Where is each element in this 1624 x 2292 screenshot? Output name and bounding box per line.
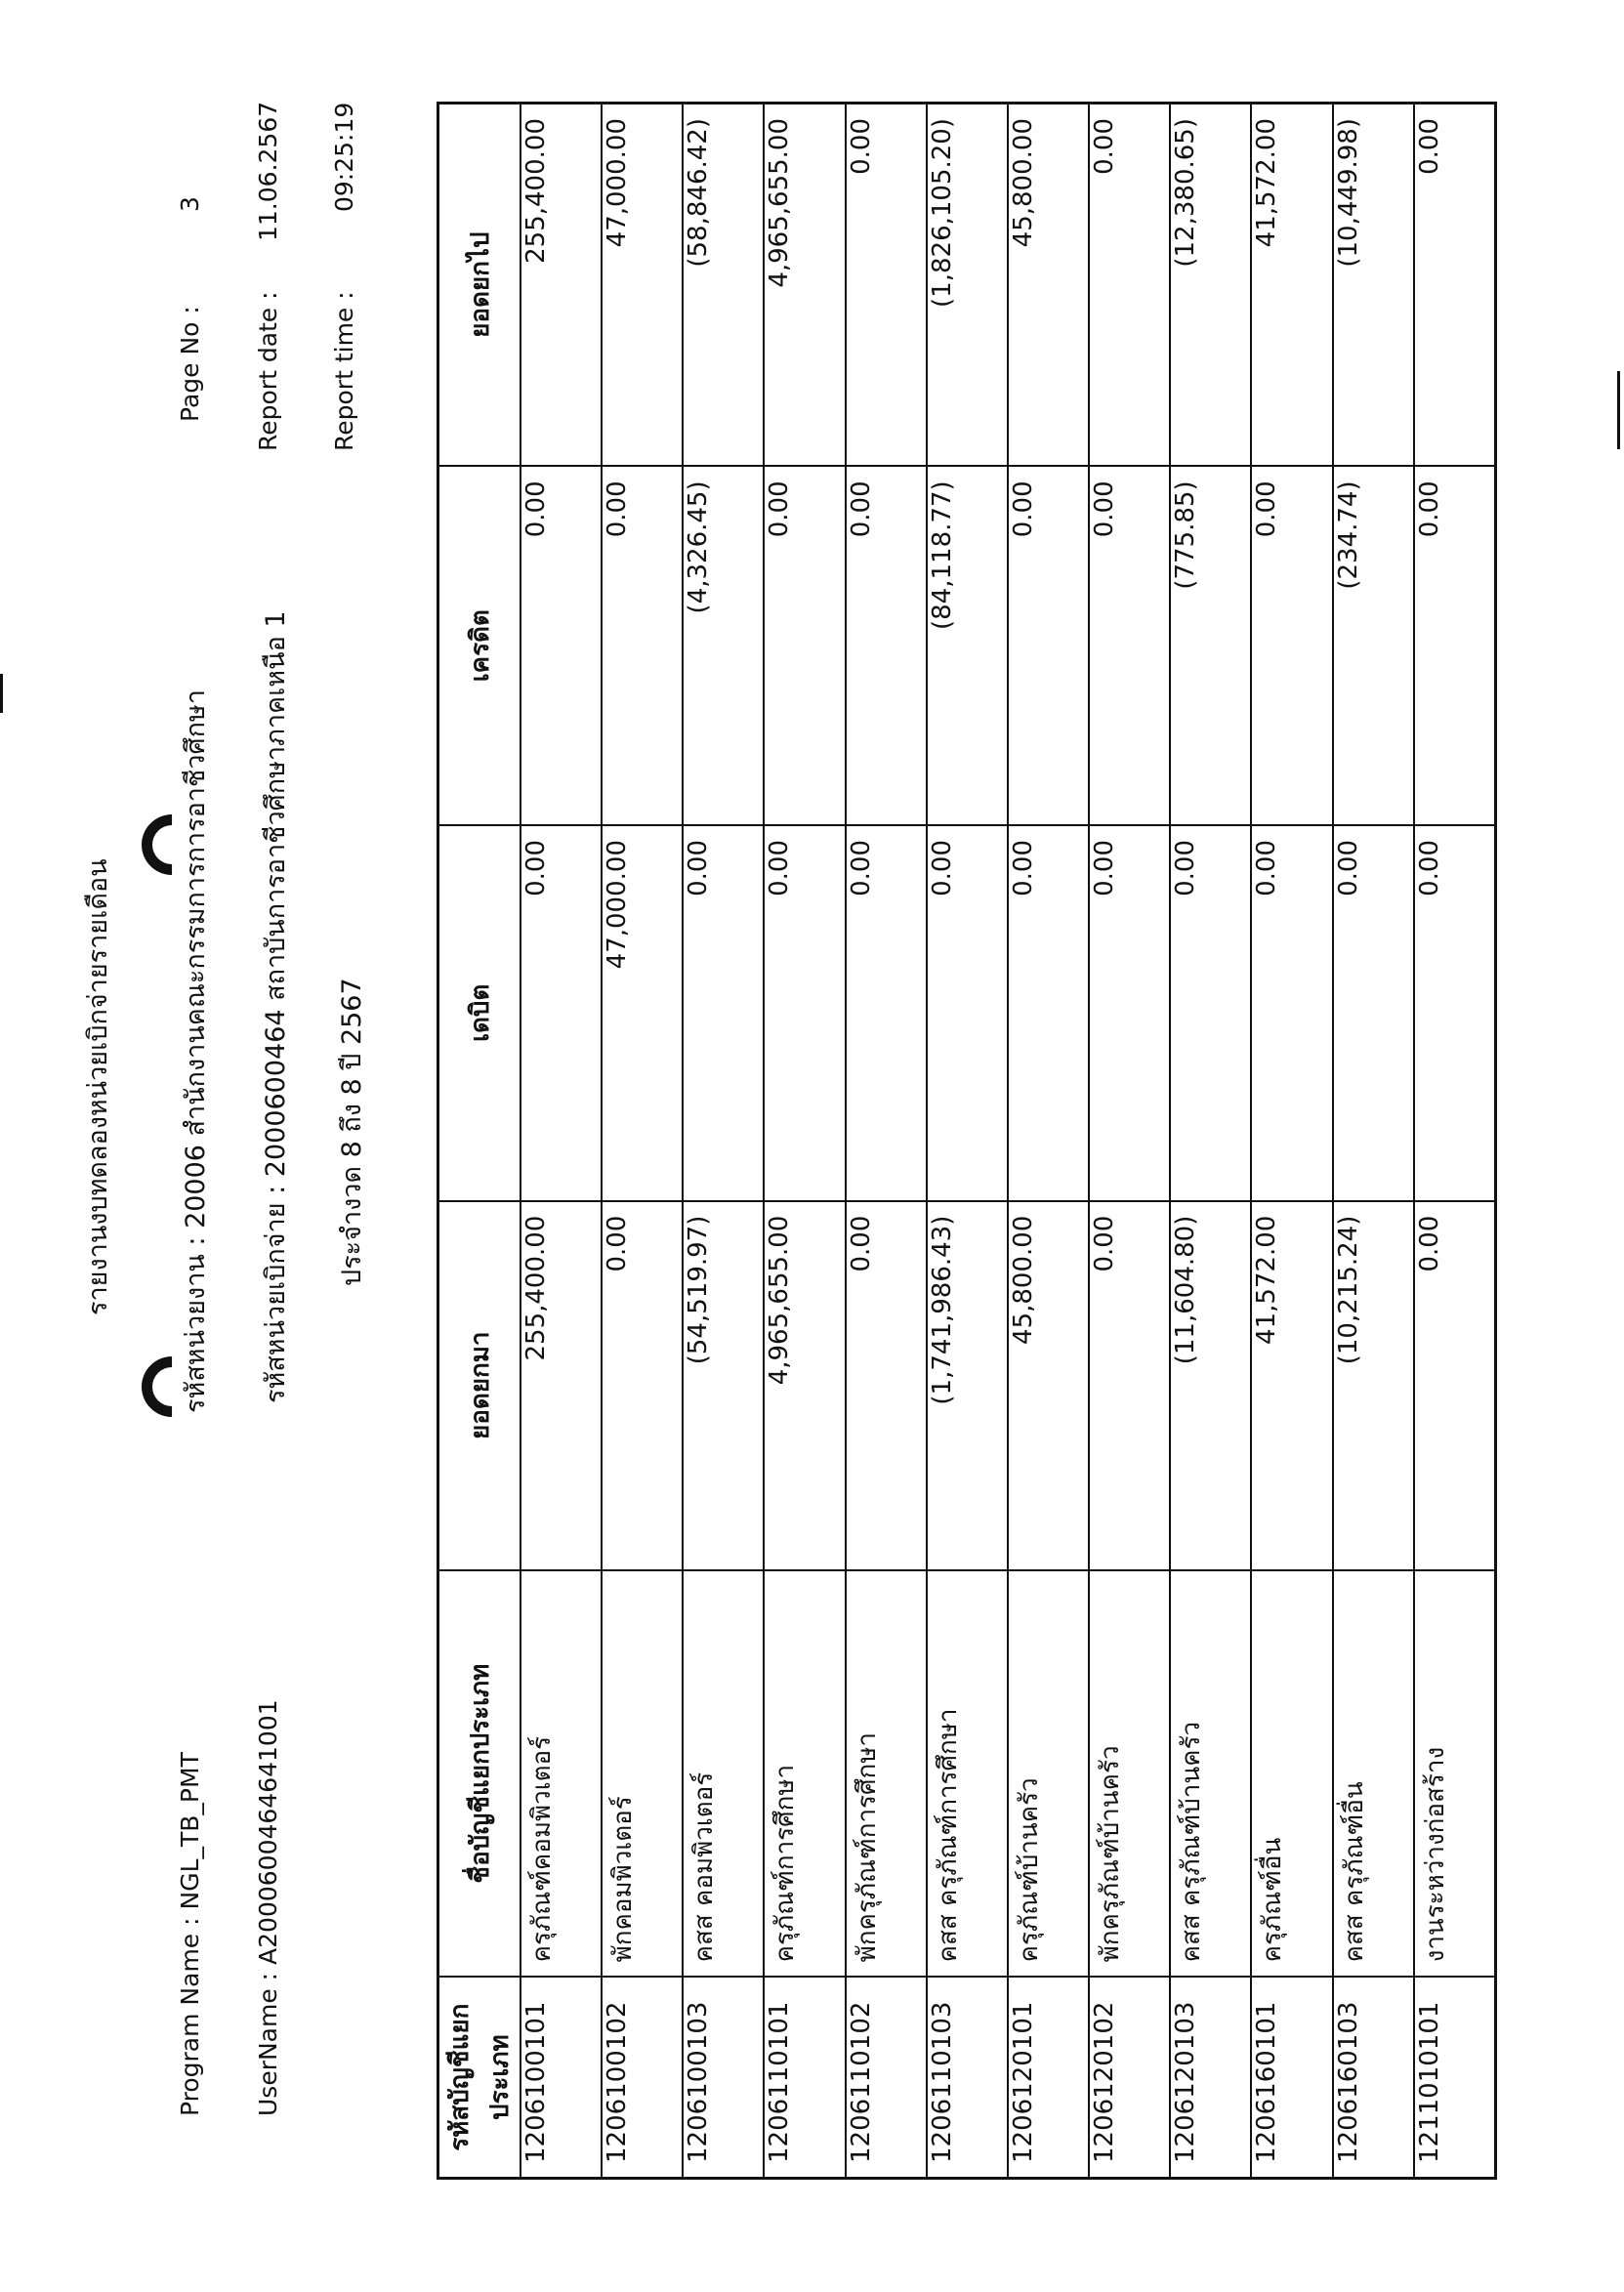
cell-closing-balance: (58,846.42) bbox=[683, 104, 764, 467]
page-no-value: 3 bbox=[176, 196, 204, 212]
cell-account-name: คสส คอมพิวเตอร์ bbox=[683, 1570, 764, 1978]
cell-opening-balance: 0.00 bbox=[602, 1201, 683, 1570]
cell-account-name: พักครุภัณฑ์บ้านครัว bbox=[1089, 1570, 1170, 1978]
cell-opening-balance: 0.00 bbox=[1414, 1201, 1496, 1570]
cell-opening-balance: (11,604.80) bbox=[1170, 1201, 1251, 1570]
cell-credit: 0.00 bbox=[1008, 466, 1089, 825]
cell-credit: (775.85) bbox=[1170, 466, 1251, 825]
report-date-value: 11.06.2567 bbox=[254, 101, 282, 241]
cell-closing-balance: 47,000.00 bbox=[602, 104, 683, 467]
cell-account-code: 1211010101 bbox=[1414, 1977, 1496, 2178]
cell-account-code: 1206110101 bbox=[764, 1977, 845, 2178]
agency-line: รหัสหน่วยงาน : 20006 สำนักงานคณะกรรมการการอาชีวศึกษา bbox=[181, 689, 211, 1413]
header-debit: เดบิต bbox=[438, 825, 521, 1201]
cell-debit: 0.00 bbox=[1414, 825, 1496, 1201]
cell-opening-balance: 45,800.00 bbox=[1008, 1201, 1089, 1570]
cell-debit: 0.00 bbox=[927, 825, 1008, 1201]
trial-balance-table bbox=[437, 102, 1497, 2180]
cell-account-name: คสส ครุภัณฑ์การศึกษา bbox=[927, 1570, 1008, 1978]
username: UserName : A2000600464641001 bbox=[254, 1699, 282, 2116]
cell-credit: 0.00 bbox=[1089, 466, 1170, 825]
cell-opening-balance: (54,519.97) bbox=[683, 1201, 764, 1570]
table-row bbox=[521, 104, 602, 2179]
cell-account-code: 1206110102 bbox=[846, 1977, 927, 2178]
cell-account-code: 1206100101 bbox=[521, 1977, 602, 2178]
cell-debit: 0.00 bbox=[1170, 825, 1251, 1201]
header-credit: เครดิต bbox=[438, 466, 521, 825]
cell-credit: (234.74) bbox=[1333, 466, 1414, 825]
cell-debit: 0.00 bbox=[1089, 825, 1170, 1201]
table-row bbox=[927, 104, 1008, 2179]
table-row bbox=[764, 104, 845, 2179]
cell-account-code: 1206120103 bbox=[1170, 1977, 1251, 2178]
cell-closing-balance: (12,380.65) bbox=[1170, 104, 1251, 467]
scan-edge-mark-left bbox=[0, 674, 3, 713]
cell-credit: 0.00 bbox=[846, 466, 927, 825]
cell-account-name: ครุภัณฑ์อื่น bbox=[1251, 1570, 1332, 1978]
cell-closing-balance: 255,400.00 bbox=[521, 104, 602, 467]
table-row bbox=[683, 104, 764, 2179]
cell-account-name: พักครุภัณฑ์การศึกษา bbox=[846, 1570, 927, 1978]
cell-closing-balance: 0.00 bbox=[1414, 104, 1496, 467]
cell-debit: 0.00 bbox=[764, 825, 845, 1201]
cell-opening-balance: 255,400.00 bbox=[521, 1201, 602, 1570]
table-row bbox=[1414, 104, 1496, 2179]
table-row bbox=[1251, 104, 1332, 2179]
cell-debit: 0.00 bbox=[521, 825, 602, 1201]
cell-closing-balance: (10,449.98) bbox=[1333, 104, 1414, 467]
report-time-value: 09:25:19 bbox=[330, 102, 358, 212]
cell-debit: 0.00 bbox=[1008, 825, 1089, 1201]
table-row bbox=[1333, 104, 1414, 2179]
cell-account-code: 1206110103 bbox=[927, 1977, 1008, 2178]
cell-account-code: 1206160103 bbox=[1333, 1977, 1414, 2178]
disbursement-unit-line: รหัสหน่วยเบิกจ่าย : 2000600464 สถาบันการอาชีวศึกษาภาคเหนือ 1 bbox=[261, 610, 291, 1403]
cell-credit: (84,118.77) bbox=[927, 466, 1008, 825]
cell-credit: 0.00 bbox=[521, 466, 602, 825]
header-account-name: ชื่อบัญชีแยกประเภท bbox=[438, 1570, 521, 1978]
cell-closing-balance: 41,572.00 bbox=[1251, 104, 1332, 467]
cell-account-name: งานระหว่างก่อสร้าง bbox=[1414, 1570, 1496, 1978]
cell-credit: 0.00 bbox=[1414, 466, 1496, 825]
header-closing-balance: ยอดยกไป bbox=[438, 104, 521, 467]
scan-edge-mark-right bbox=[1617, 371, 1620, 449]
cell-account-code: 1206120102 bbox=[1089, 1977, 1170, 2178]
cell-closing-balance: 4,965,655.00 bbox=[764, 104, 845, 467]
cell-credit: 0.00 bbox=[602, 466, 683, 825]
cell-debit: 0.00 bbox=[683, 825, 764, 1201]
table-row bbox=[1008, 104, 1089, 2179]
cell-debit: 0.00 bbox=[1251, 825, 1332, 1201]
cell-account-name: ครุภัณฑ์การศึกษา bbox=[764, 1570, 845, 1978]
table-row bbox=[602, 104, 683, 2179]
cell-account-code: 1206160101 bbox=[1251, 1977, 1332, 2178]
cell-credit: 0.00 bbox=[764, 466, 845, 825]
cell-closing-balance: 45,800.00 bbox=[1008, 104, 1089, 467]
cell-opening-balance: 0.00 bbox=[846, 1201, 927, 1570]
table-row bbox=[1170, 104, 1251, 2179]
cell-credit: 0.00 bbox=[1251, 466, 1332, 825]
cell-credit: (4,326.45) bbox=[683, 466, 764, 825]
table-header-row bbox=[438, 104, 521, 2179]
period-line: ประจำงวด 8 ถึง 8 ปี 2567 bbox=[337, 978, 367, 1286]
report-title: รายงานงบทดลองหน่วยเบิกจ่ายรายเดือน bbox=[83, 858, 113, 1315]
report-date-label: Report date : bbox=[254, 291, 282, 451]
header-opening-balance: ยอดยกมา bbox=[438, 1201, 521, 1570]
cell-account-name: ครุภัณฑ์บ้านครัว bbox=[1008, 1570, 1089, 1978]
cell-opening-balance: 41,572.00 bbox=[1251, 1201, 1332, 1570]
table-row bbox=[1089, 104, 1170, 2179]
cell-debit: 0.00 bbox=[1333, 825, 1414, 1201]
report-time-label: Report time : bbox=[330, 291, 358, 451]
page-no-label: Page No : bbox=[176, 306, 204, 422]
cell-closing-balance: (1,826,105.20) bbox=[927, 104, 1008, 467]
cell-account-name: พักคอมพิวเตอร์ bbox=[602, 1570, 683, 1978]
cell-debit: 47,000.00 bbox=[602, 825, 683, 1201]
cell-opening-balance: (10,215.24) bbox=[1333, 1201, 1414, 1570]
cell-account-code: 1206120101 bbox=[1008, 1977, 1089, 2178]
cell-debit: 0.00 bbox=[846, 825, 927, 1201]
cell-closing-balance: 0.00 bbox=[1089, 104, 1170, 467]
cell-account-name: คสส ครุภัณฑ์อื่น bbox=[1333, 1570, 1414, 1978]
program-name: Program Name : NGL_TB_PMT bbox=[176, 1752, 204, 2116]
cell-opening-balance: 4,965,655.00 bbox=[764, 1201, 845, 1570]
cell-opening-balance: 0.00 bbox=[1089, 1201, 1170, 1570]
cell-account-code: 1206100103 bbox=[683, 1977, 764, 2178]
header-account-code: รหัสบัญชีแยกประเภท bbox=[438, 1977, 521, 2178]
cell-opening-balance: (1,741,986.43) bbox=[927, 1201, 1008, 1570]
cell-account-name: ครุภัณฑ์คอมพิวเตอร์ bbox=[521, 1570, 602, 1978]
table-row bbox=[846, 104, 927, 2179]
cell-account-code: 1206100102 bbox=[602, 1977, 683, 2178]
cell-account-name: คสส ครุภัณฑ์บ้านครัว bbox=[1170, 1570, 1251, 1978]
cell-closing-balance: 0.00 bbox=[846, 104, 927, 467]
